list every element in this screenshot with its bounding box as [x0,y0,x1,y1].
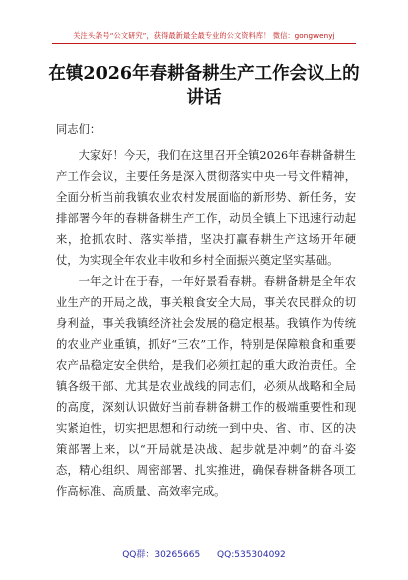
document-body [56,119,356,502]
title-line-1: 在镇2026年春耕备耕生产工作会议上的 [48,64,360,84]
promo-header: 关注头条号“公文研究”，获得最新最全最专业的公文资料库！ 微信：gongwenyj [73,31,335,40]
qq-number: QQ:535304092 [217,550,286,560]
qq-group-number: QQ群：30265665 [122,550,201,560]
paragraph-significance: 一年之计在于春，一年好景看春耕。春耕备耕是全年农业生产的开局之战，事关粮食安全大局，事关农民群众的切身利益，事关我镇经济社会发展的稳定根基。我镇作为传统的农业产业重镇，抓好“三农”工作，特别是保障粮食和重要农产品稳定安全供给，是我们必须扛起的重大政治责任。全镇各级干部、尤其是农业战线的同志们，必须从战略和全局的高度，深刻认识做好当前春耕备耕工作的极端重要性和现实紧迫性，切实把思想和行动统一到中央、省、市、区的决策部署上来，以“开局就是决战、起步就是冲刺”的奋斗姿态，精心组织、周密部署、扎实推进，确保春耕备耕各项工作高标准、高质量、高效率完成。 [56,275,356,498]
paragraph-opening: 大家好！今天，我们在这里召开全镇2026年春耕备耕生产工作会议，主要任务是深入贯彻落实中央一号文件精神，全面分析当前我镇农业农村发展面临的新形势、新任务，安排部署今年的春耕备耕生产工作，动员全镇上下迅速行动起来，抢抓农时、落实举措，坚决打赢春耕生产这场开年硬仗，为实现全年农业丰收和乡村全面振兴奠定坚实基础。 [56,149,356,267]
contact-footer [32,547,376,560]
salutation: 同志们： [56,123,102,136]
title-line-2: 讲话 [186,88,222,108]
header-divider [52,43,356,44]
document-title [40,62,368,110]
